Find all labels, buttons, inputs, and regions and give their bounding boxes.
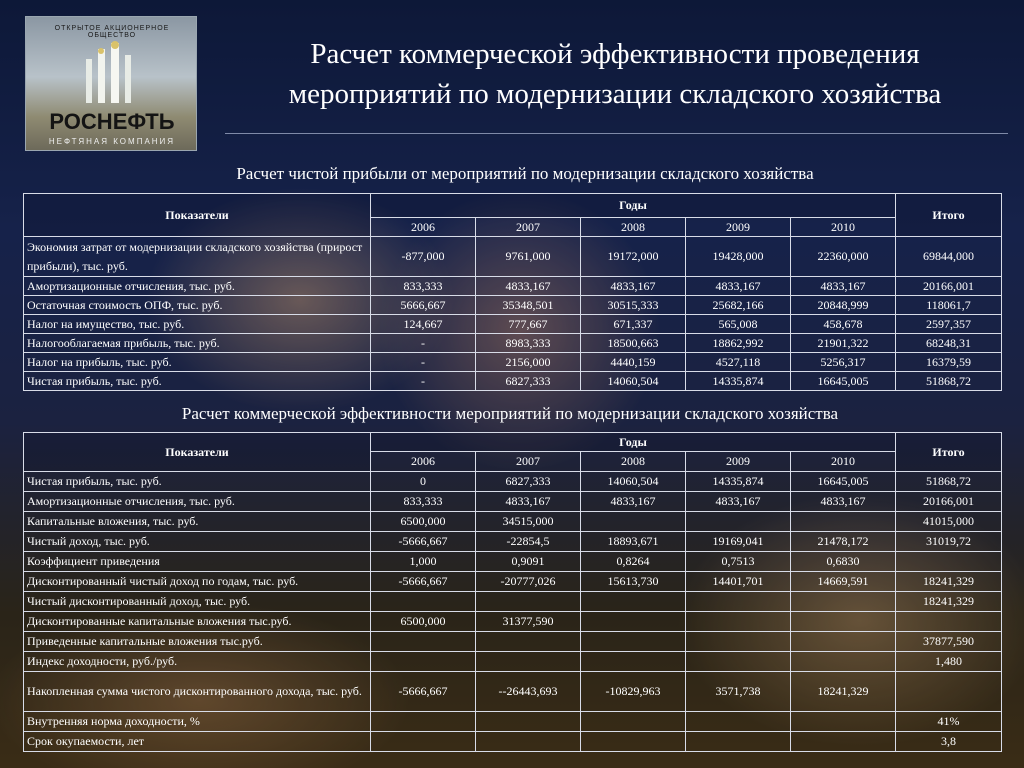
commercial-efficiency-table bbox=[23, 432, 1002, 752]
cell-year-2007: 6827,333 bbox=[476, 472, 581, 492]
cell-total bbox=[896, 552, 1002, 572]
cell-year-2006: -877,000 bbox=[371, 237, 476, 277]
cell-total: 18241,329 bbox=[896, 572, 1002, 592]
row-label: Экономия затрат от модернизации складского хозяйства (прирост прибыли), тыс. руб. bbox=[24, 237, 371, 277]
cell-total: 41015,000 bbox=[896, 512, 1002, 532]
row-label: Чистый доход, тыс. руб. bbox=[24, 532, 371, 552]
cell-year-2006: -5666,667 bbox=[371, 572, 476, 592]
cell-year-2007 bbox=[476, 652, 581, 672]
table1-body bbox=[24, 237, 1002, 391]
row-label: Срок окупаемости, лет bbox=[24, 732, 371, 752]
cell-year-2006: 6500,000 bbox=[371, 512, 476, 532]
cell-year-2007 bbox=[476, 632, 581, 652]
cell-year-2009: 25682,166 bbox=[686, 296, 791, 315]
cell-total bbox=[896, 672, 1002, 712]
logo-subtitle: НЕФТЯНАЯ КОМПАНИЯ bbox=[48, 137, 176, 146]
cell-year-2007 bbox=[476, 732, 581, 752]
cell-year-2010: 21478,172 bbox=[791, 532, 896, 552]
row-label: Амортизационные отчисления, тыс. руб. bbox=[24, 492, 371, 512]
row-label: Чистая прибыль, тыс. руб. bbox=[24, 472, 371, 492]
cell-year-2007: 4833,167 bbox=[476, 277, 581, 296]
cell-year-2006: 0 bbox=[371, 472, 476, 492]
table-row bbox=[24, 512, 1002, 532]
row-label: Капитальные вложения, тыс. руб. bbox=[24, 512, 371, 532]
cell-total: 2597,357 bbox=[896, 315, 1002, 334]
cell-year-2006 bbox=[371, 592, 476, 612]
cell-year-2008: 30515,333 bbox=[581, 296, 686, 315]
logo-emblem bbox=[80, 39, 144, 105]
cell-year-2010: 20848,999 bbox=[791, 296, 896, 315]
year-2009: 2009 bbox=[686, 452, 791, 472]
year-2006: 2006 bbox=[371, 452, 476, 472]
cell-year-2009: 18862,992 bbox=[686, 334, 791, 353]
title-divider bbox=[225, 133, 1008, 134]
cell-year-2008: 14060,504 bbox=[581, 472, 686, 492]
cell-year-2008 bbox=[581, 732, 686, 752]
cell-year-2010: 458,678 bbox=[791, 315, 896, 334]
cell-year-2009: 14401,701 bbox=[686, 572, 791, 592]
cell-year-2006: 124,667 bbox=[371, 315, 476, 334]
cell-total: 1,480 bbox=[896, 652, 1002, 672]
cell-year-2010 bbox=[791, 652, 896, 672]
cell-year-2010 bbox=[791, 612, 896, 632]
cell-year-2006 bbox=[371, 732, 476, 752]
logo-brand-name: РОСНЕФТЬ bbox=[49, 109, 175, 134]
cell-year-2010: 4833,167 bbox=[791, 492, 896, 512]
cell-year-2008 bbox=[581, 612, 686, 632]
cell-year-2006: 5666,667 bbox=[371, 296, 476, 315]
header-years: Годы bbox=[371, 433, 896, 452]
cell-total: 41% bbox=[896, 712, 1002, 732]
cell-year-2009 bbox=[686, 712, 791, 732]
table-row bbox=[24, 296, 1002, 315]
cell-year-2007: 777,667 bbox=[476, 315, 581, 334]
header-indicators: Показатели bbox=[24, 433, 371, 472]
cell-year-2009: 3571,738 bbox=[686, 672, 791, 712]
cell-year-2010 bbox=[791, 592, 896, 612]
cell-year-2008: 14060,504 bbox=[581, 372, 686, 391]
row-label: Остаточная стоимость ОПФ, тыс. руб. bbox=[24, 296, 371, 315]
row-label: Приведенные капитальные вложения тыс.руб. bbox=[24, 632, 371, 652]
cell-year-2007: 8983,333 bbox=[476, 334, 581, 353]
table-row bbox=[24, 277, 1002, 296]
cell-year-2006: - bbox=[371, 353, 476, 372]
cell-year-2007: 9761,000 bbox=[476, 237, 581, 277]
cell-year-2010: 14669,591 bbox=[791, 572, 896, 592]
cell-year-2007: --26443,693 bbox=[476, 672, 581, 712]
header-years: Годы bbox=[371, 194, 896, 218]
header-total: Итого bbox=[896, 194, 1002, 237]
table2-caption: Расчет коммерческой эффективности мероприятий по модернизации складского хозяйства bbox=[181, 404, 839, 423]
row-label: Внутренняя норма доходности, % bbox=[24, 712, 371, 732]
cell-total: 20166,001 bbox=[896, 277, 1002, 296]
row-label: Дисконтированные капитальные вложения тыс.руб. bbox=[24, 612, 371, 632]
table-row bbox=[24, 315, 1002, 334]
cell-year-2010 bbox=[791, 732, 896, 752]
row-label: Налог на имущество, тыс. руб. bbox=[24, 315, 371, 334]
cell-total: 18241,329 bbox=[896, 592, 1002, 612]
table-row bbox=[24, 712, 1002, 732]
table-row bbox=[24, 532, 1002, 552]
table-row bbox=[24, 552, 1002, 572]
cell-year-2006: 1,000 bbox=[371, 552, 476, 572]
cell-total: 51868,72 bbox=[896, 472, 1002, 492]
cell-year-2010: 21901,322 bbox=[791, 334, 896, 353]
cell-year-2008: -10829,963 bbox=[581, 672, 686, 712]
row-label: Индекс доходности, руб./руб. bbox=[24, 652, 371, 672]
cell-year-2008: 18500,663 bbox=[581, 334, 686, 353]
cell-year-2008 bbox=[581, 712, 686, 732]
cell-year-2008: 4440,159 bbox=[581, 353, 686, 372]
net-profit-table bbox=[23, 193, 1002, 391]
year-2007: 2007 bbox=[476, 452, 581, 472]
cell-year-2006: - bbox=[371, 334, 476, 353]
header-indicators: Показатели bbox=[24, 194, 371, 237]
cell-year-2006: 833,333 bbox=[371, 277, 476, 296]
cell-year-2009: 4833,167 bbox=[686, 277, 791, 296]
cell-year-2006: - bbox=[371, 372, 476, 391]
cell-year-2009: 19428,000 bbox=[686, 237, 791, 277]
cell-year-2009 bbox=[686, 512, 791, 532]
cell-total: 20166,001 bbox=[896, 492, 1002, 512]
cell-total: 69844,000 bbox=[896, 237, 1002, 277]
table-row bbox=[24, 612, 1002, 632]
cell-year-2007: -22854,5 bbox=[476, 532, 581, 552]
table2-body bbox=[24, 472, 1002, 752]
table-row bbox=[24, 372, 1002, 391]
table-row bbox=[24, 592, 1002, 612]
cell-year-2009: 14335,874 bbox=[686, 372, 791, 391]
cell-year-2007: -20777,026 bbox=[476, 572, 581, 592]
cell-year-2008 bbox=[581, 512, 686, 532]
cell-year-2009 bbox=[686, 632, 791, 652]
company-logo bbox=[25, 16, 197, 151]
cell-year-2009 bbox=[686, 652, 791, 672]
cell-year-2010 bbox=[791, 712, 896, 732]
cell-year-2006 bbox=[371, 652, 476, 672]
cell-year-2009: 14335,874 bbox=[686, 472, 791, 492]
table-row bbox=[24, 353, 1002, 372]
cell-year-2008: 4833,167 bbox=[581, 277, 686, 296]
row-label: Дисконтированный чистый доход по годам, тыс. руб. bbox=[24, 572, 371, 592]
year-2008: 2008 bbox=[581, 452, 686, 472]
cell-year-2006 bbox=[371, 632, 476, 652]
year-2010: 2010 bbox=[791, 218, 896, 237]
page-title-line-2: мероприятий по модернизации складского хозяйства bbox=[288, 78, 942, 110]
cell-year-2010 bbox=[791, 632, 896, 652]
header-total: Итого bbox=[896, 433, 1002, 472]
row-label: Налогооблагаемая прибыль, тыс. руб. bbox=[24, 334, 371, 353]
table-row bbox=[24, 472, 1002, 492]
row-label: Коэффициент приведения bbox=[24, 552, 371, 572]
cell-total: 31019,72 bbox=[896, 532, 1002, 552]
cell-total: 16379,59 bbox=[896, 353, 1002, 372]
cell-year-2006: -5666,667 bbox=[371, 672, 476, 712]
year-2008: 2008 bbox=[581, 218, 686, 237]
cell-year-2009: 0,7513 bbox=[686, 552, 791, 572]
logo-top-text: ОТКРЫТОЕ АКЦИОНЕРНОЕ ОБЩЕСТВО bbox=[54, 25, 170, 39]
cell-year-2009 bbox=[686, 732, 791, 752]
cell-year-2008 bbox=[581, 652, 686, 672]
cell-year-2007: 6827,333 bbox=[476, 372, 581, 391]
year-2010: 2010 bbox=[791, 452, 896, 472]
cell-year-2008: 0,8264 bbox=[581, 552, 686, 572]
table1-caption: Расчет чистой прибыли от мероприятий по модернизации складского хозяйства bbox=[236, 164, 814, 183]
cell-year-2006: 833,333 bbox=[371, 492, 476, 512]
cell-year-2010: 16645,005 bbox=[791, 472, 896, 492]
cell-year-2010 bbox=[791, 512, 896, 532]
cell-total: 37877,590 bbox=[896, 632, 1002, 652]
year-2007: 2007 bbox=[476, 218, 581, 237]
cell-year-2009: 4833,167 bbox=[686, 492, 791, 512]
cell-year-2007: 31377,590 bbox=[476, 612, 581, 632]
cell-year-2009: 19169,041 bbox=[686, 532, 791, 552]
row-label: Накопленная сумма чистого дисконтированного дохода, тыс. руб. bbox=[24, 672, 371, 712]
cell-year-2010: 22360,000 bbox=[791, 237, 896, 277]
cell-year-2007: 4833,167 bbox=[476, 492, 581, 512]
table-row bbox=[24, 237, 1002, 277]
cell-year-2008: 671,337 bbox=[581, 315, 686, 334]
year-2006: 2006 bbox=[371, 218, 476, 237]
cell-year-2010: 5256,317 bbox=[791, 353, 896, 372]
cell-year-2008 bbox=[581, 632, 686, 652]
page-title-line-1: Расчет коммерческой эффективности проведения bbox=[310, 38, 920, 70]
cell-year-2010: 16645,005 bbox=[791, 372, 896, 391]
table-row bbox=[24, 572, 1002, 592]
table-row bbox=[24, 492, 1002, 512]
cell-year-2008: 15613,730 bbox=[581, 572, 686, 592]
cell-year-2006: 6500,000 bbox=[371, 612, 476, 632]
cell-year-2008: 4833,167 bbox=[581, 492, 686, 512]
cell-total: 3,8 bbox=[896, 732, 1002, 752]
cell-year-2009 bbox=[686, 592, 791, 612]
table-row bbox=[24, 652, 1002, 672]
row-label: Налог на прибыль, тыс. руб. bbox=[24, 353, 371, 372]
cell-total: 68248,31 bbox=[896, 334, 1002, 353]
cell-year-2009: 4527,118 bbox=[686, 353, 791, 372]
table-row bbox=[24, 732, 1002, 752]
cell-year-2006: -5666,667 bbox=[371, 532, 476, 552]
row-label: Чистая прибыль, тыс. руб. bbox=[24, 372, 371, 391]
cell-total: 118061,7 bbox=[896, 296, 1002, 315]
cell-year-2007: 34515,000 bbox=[476, 512, 581, 532]
cell-year-2007: 0,9091 bbox=[476, 552, 581, 572]
page-title bbox=[215, 34, 1015, 114]
row-label: Чистый дисконтированный доход, тыс. руб. bbox=[24, 592, 371, 612]
cell-year-2010: 0,6830 bbox=[791, 552, 896, 572]
cell-year-2008: 19172,000 bbox=[581, 237, 686, 277]
cell-year-2009 bbox=[686, 612, 791, 632]
year-2009: 2009 bbox=[686, 218, 791, 237]
cell-total: 51868,72 bbox=[896, 372, 1002, 391]
cell-year-2008: 18893,671 bbox=[581, 532, 686, 552]
cell-year-2008 bbox=[581, 592, 686, 612]
table-row bbox=[24, 632, 1002, 652]
cell-year-2009: 565,008 bbox=[686, 315, 791, 334]
cell-year-2007 bbox=[476, 712, 581, 732]
cell-year-2010: 4833,167 bbox=[791, 277, 896, 296]
table-row bbox=[24, 672, 1002, 712]
cell-year-2007: 35348,501 bbox=[476, 296, 581, 315]
table-row bbox=[24, 334, 1002, 353]
cell-year-2007 bbox=[476, 592, 581, 612]
cell-total bbox=[896, 612, 1002, 632]
cell-year-2006 bbox=[371, 712, 476, 732]
cell-year-2007: 2156,000 bbox=[476, 353, 581, 372]
cell-year-2010: 18241,329 bbox=[791, 672, 896, 712]
row-label: Амортизационные отчисления, тыс. руб. bbox=[24, 277, 371, 296]
